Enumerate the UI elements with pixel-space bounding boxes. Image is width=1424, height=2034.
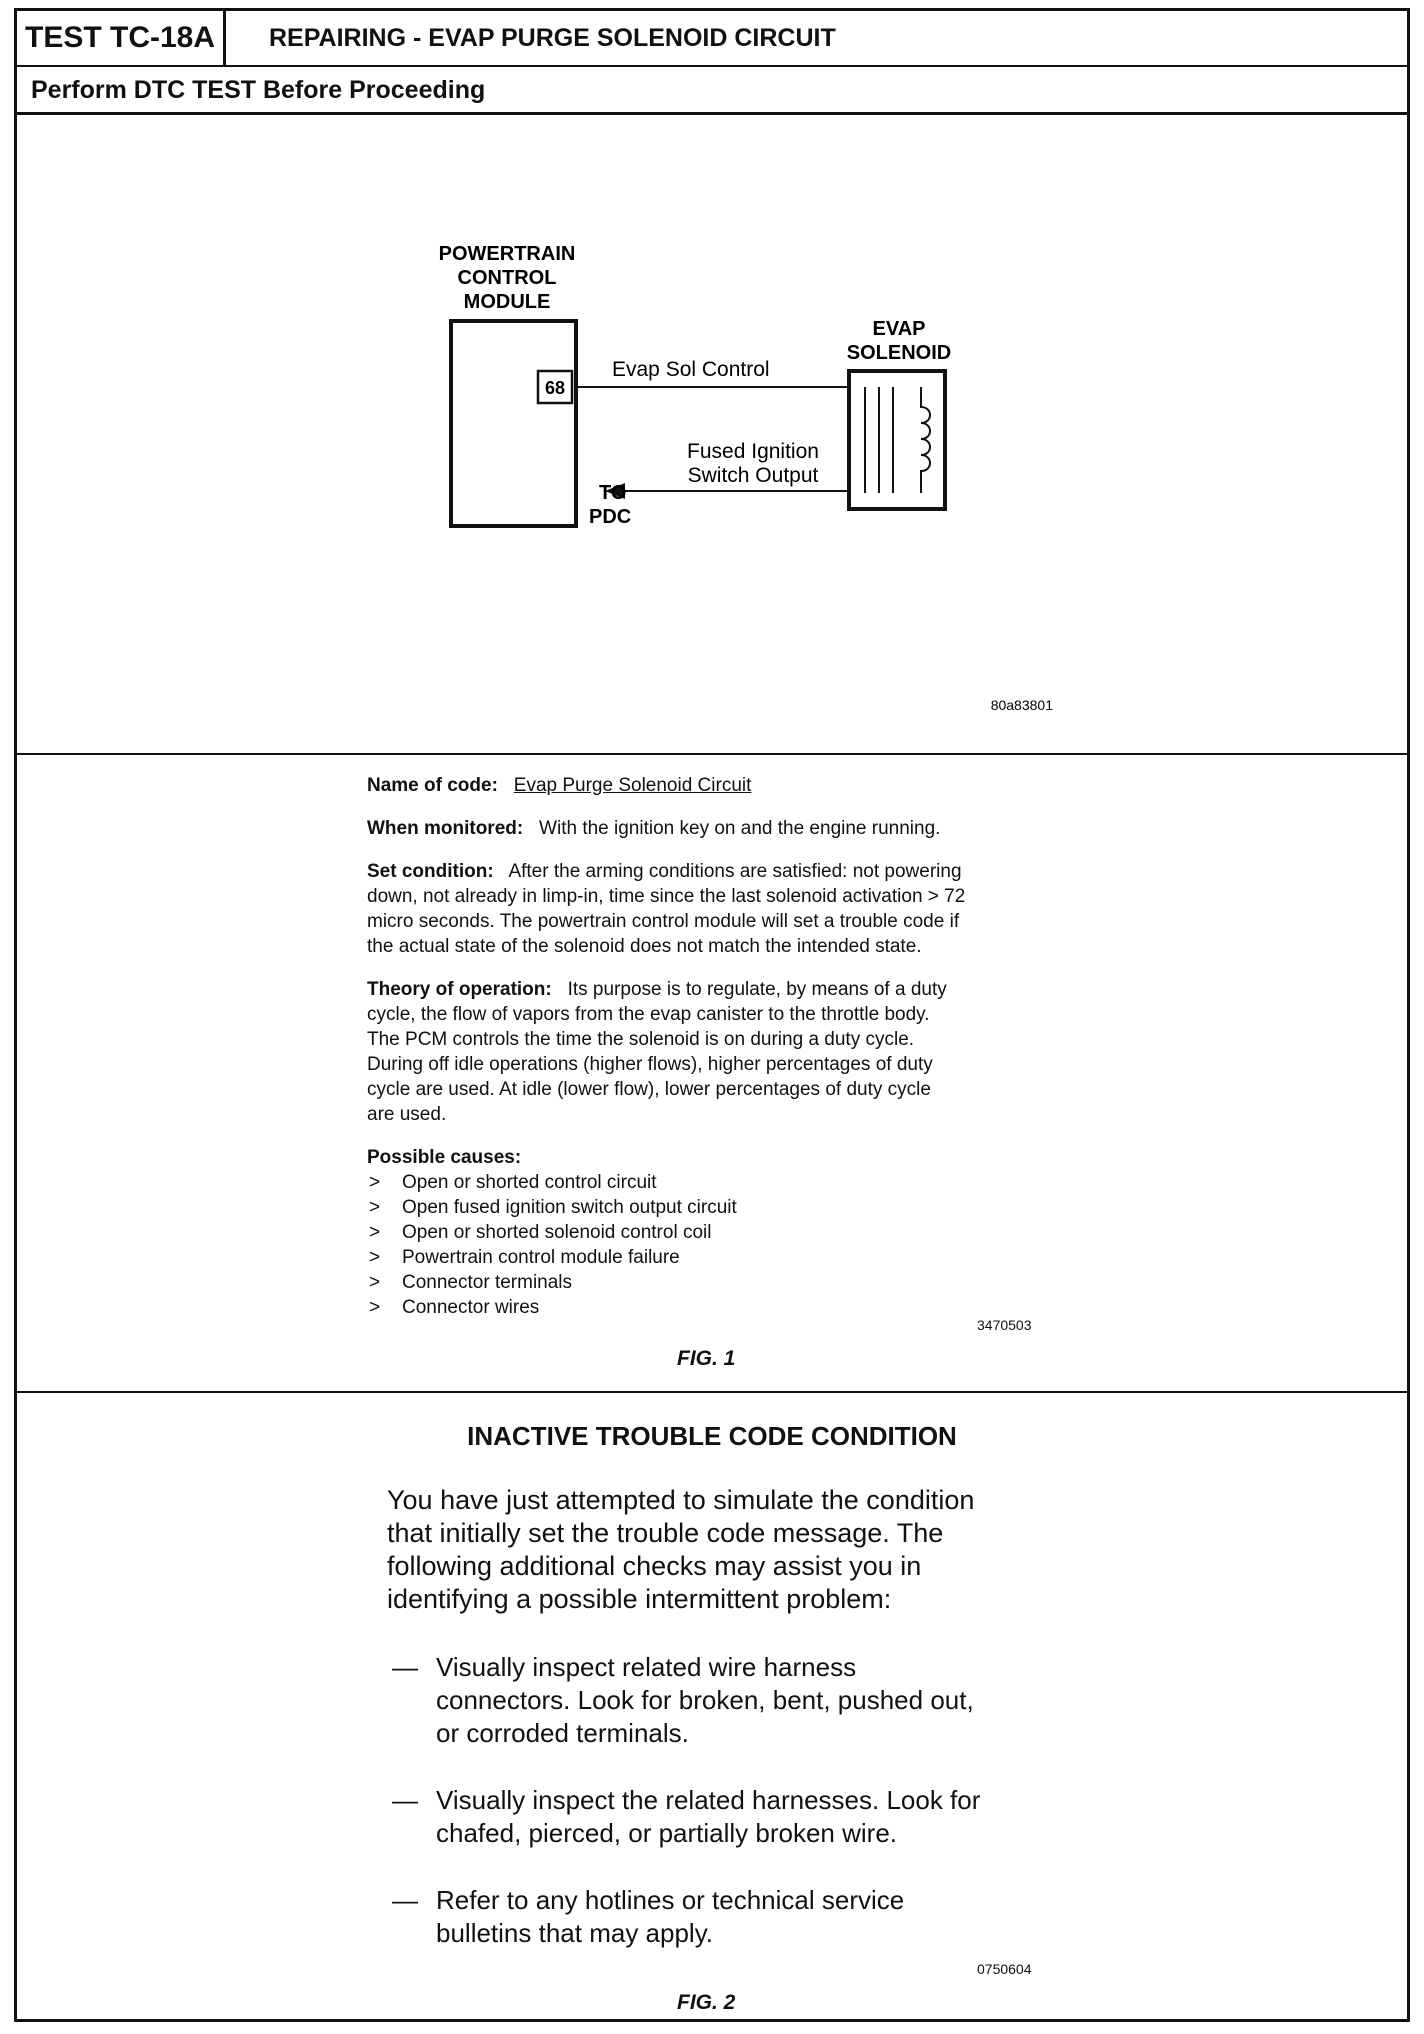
bullet-glyph: > xyxy=(369,1172,381,1193)
set-condition-line: After the arming conditions are satisfied: not powering xyxy=(508,861,962,882)
checks-list xyxy=(382,1651,1102,1950)
pcm-box xyxy=(451,321,576,526)
theory-line: cycle, the flow of vapors from the evap canister to the throttle body. xyxy=(367,1004,930,1025)
check-line: chafed, pierced, or partially broken wire. xyxy=(436,1818,898,1848)
list-item xyxy=(382,1884,1102,1950)
header-bar xyxy=(17,11,1407,67)
bullet-glyph: > xyxy=(369,1272,381,1293)
check-line: Visually inspect related wire harness xyxy=(436,1652,857,1682)
theory-line: Its purpose is to regulate, by means of a duty xyxy=(567,979,947,1000)
fused-label-line-1: Fused Ignition xyxy=(687,440,819,463)
list-item xyxy=(367,1245,1087,1270)
list-item xyxy=(382,1651,1102,1750)
section-divider-2 xyxy=(17,1391,1407,1393)
pin-number: 68 xyxy=(544,378,566,398)
to-pdc-line-1: TO xyxy=(599,482,627,504)
bullet-glyph: > xyxy=(369,1222,381,1243)
fig1-caption: FIG. 1 xyxy=(677,1347,736,1370)
when-monitored-value: With the ignition key on and the engine running. xyxy=(539,818,941,839)
theory-line: The PCM controls the time the solenoid is on during a duty cycle. xyxy=(367,1029,915,1050)
cause-text: Powertrain control module failure xyxy=(402,1247,680,1268)
page-frame xyxy=(14,8,1410,2022)
cause-text: Connector terminals xyxy=(402,1272,573,1293)
fig2-image-id: 0750604 xyxy=(977,1961,1032,1977)
intro-paragraph xyxy=(387,1484,1067,1616)
test-title: REPAIRING - EVAP PURGE SOLENOID CIRCUIT xyxy=(269,24,836,52)
bullet-glyph: > xyxy=(369,1197,381,1218)
intro-line: that initially set the trouble code message. The xyxy=(387,1518,944,1548)
set-condition-line: micro seconds. The powertrain control module will set a trouble code if xyxy=(367,911,960,932)
set-condition-line: down, not already in limp-in, time since the last solenoid activation > 72 xyxy=(367,886,966,907)
check-line: or corroded terminals. xyxy=(436,1718,689,1748)
solenoid-box xyxy=(849,371,945,509)
pcm-label-line-2: CONTROL xyxy=(457,267,557,289)
solenoid-coil xyxy=(921,387,930,493)
fig1-image-id: 3470503 xyxy=(977,1317,1032,1333)
set-condition-label: Set condition: xyxy=(367,861,494,882)
cause-text: Connector wires xyxy=(402,1297,540,1318)
dash-glyph: — xyxy=(392,1652,418,1682)
pcm-label-line-3: MODULE xyxy=(463,291,551,313)
solenoid-label-line-1: EVAP xyxy=(872,318,926,340)
section-heading: INACTIVE TROUBLE CODE CONDITION xyxy=(467,1421,957,1451)
cause-text: Open or shorted solenoid control coil xyxy=(402,1222,712,1243)
section-divider-1 xyxy=(17,753,1407,755)
when-monitored-label: When monitored: xyxy=(367,818,524,839)
solenoid-label-line-2: SOLENOID xyxy=(846,342,952,364)
theory-line: cycle are used. At idle (lower flow), lower percentages of duty cycle xyxy=(367,1079,931,1100)
set-condition-line: the actual state of the solenoid does not match the intended state. xyxy=(367,936,922,957)
cause-text: Open or shorted control circuit xyxy=(402,1172,657,1193)
intro-line: identifying a possible intermittent problem: xyxy=(387,1584,892,1614)
test-id: TEST TC-18A xyxy=(17,11,226,65)
list-item xyxy=(367,1270,1087,1295)
code-name-value: Evap Purge Solenoid Circuit xyxy=(513,775,752,796)
code-name-label: Name of code: xyxy=(367,775,498,796)
fig2-caption: FIG. 2 xyxy=(677,1991,736,2014)
set-condition-para xyxy=(367,859,1087,959)
wiring-diagram xyxy=(17,115,1407,755)
diagram-image-id: 80a83801 xyxy=(990,697,1053,713)
list-item xyxy=(382,1784,1102,1850)
possible-causes-label: Possible causes: xyxy=(367,1147,522,1168)
theory-label: Theory of operation: xyxy=(367,979,552,1000)
check-line: connectors. Look for broken, bent, pushed out, xyxy=(436,1685,974,1715)
check-line: Visually inspect the related harnesses. Look for xyxy=(436,1785,981,1815)
cause-text: Open fused ignition switch output circuit xyxy=(402,1197,737,1218)
theory-line: During off idle operations (higher flows), higher percentages of duty xyxy=(367,1054,933,1075)
theory-para xyxy=(367,977,1087,1127)
possible-causes-list xyxy=(367,1170,1087,1320)
code-name-row xyxy=(367,773,1087,798)
list-item xyxy=(367,1170,1087,1195)
when-monitored-row xyxy=(367,816,1087,841)
fig1-text-block xyxy=(367,773,1087,1320)
check-line: bulletins that may apply. xyxy=(436,1918,713,1948)
list-item xyxy=(367,1220,1087,1245)
dash-glyph: — xyxy=(392,1785,418,1815)
intro-line: You have just attempted to simulate the condition xyxy=(387,1485,975,1515)
control-wire-label: Evap Sol Control xyxy=(612,358,770,381)
list-item xyxy=(367,1195,1087,1220)
bullet-glyph: > xyxy=(369,1247,381,1268)
intro-line: following additional checks may assist you in xyxy=(387,1551,922,1581)
bullet-glyph: > xyxy=(369,1297,381,1318)
fused-label-line-2: Switch Output xyxy=(687,464,819,487)
dash-glyph: — xyxy=(392,1885,418,1915)
pcm-label-line-1: POWERTRAIN xyxy=(438,243,576,265)
to-pdc-line-2: PDC xyxy=(589,506,632,528)
check-line: Refer to any hotlines or technical service xyxy=(436,1885,905,1915)
theory-line: are used. xyxy=(367,1104,447,1125)
header-subtitle: Perform DTC TEST Before Proceeding xyxy=(17,67,1407,115)
